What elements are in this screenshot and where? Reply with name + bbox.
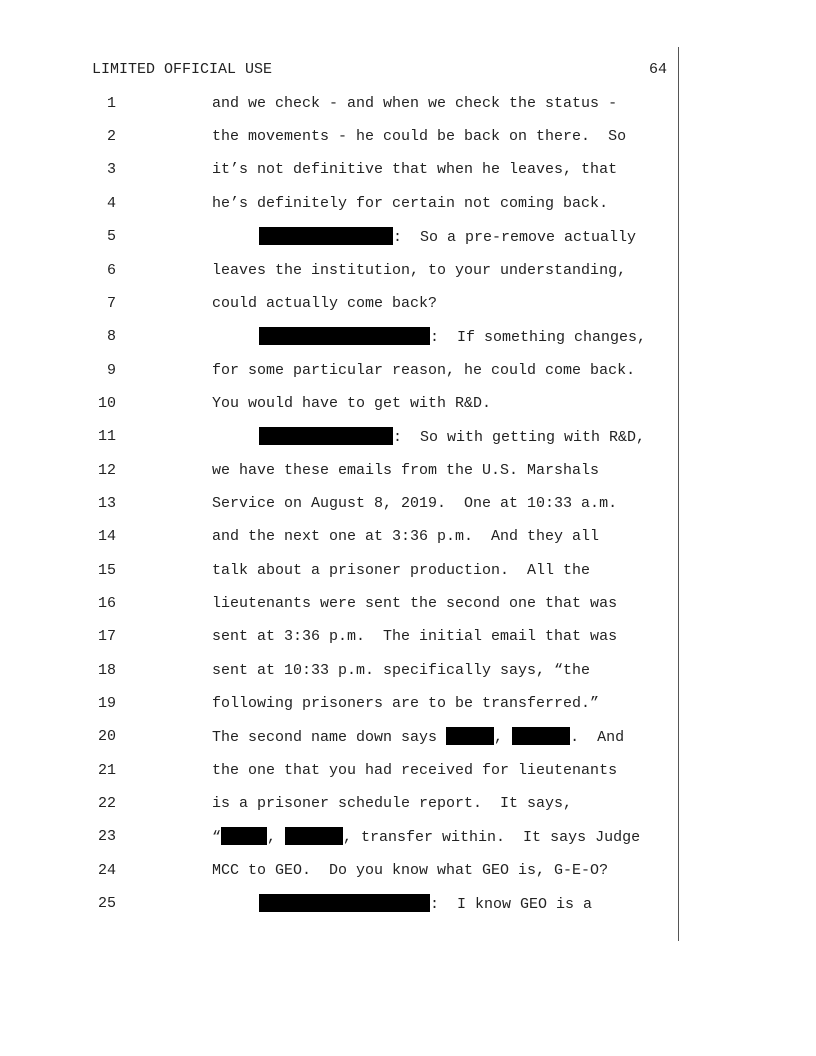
line-text: and we check - and when we check the status -: [212, 95, 618, 112]
line-text: it’s not definitive that when he leaves, that: [212, 161, 618, 178]
line-number: 13: [97, 495, 116, 512]
line-number: 16: [97, 595, 116, 612]
redaction-box: [446, 727, 494, 745]
line-text: sent at 10:33 p.m. specifically says, “the: [212, 662, 591, 679]
line-number: 17: [97, 628, 116, 645]
line-number: 21: [97, 762, 116, 779]
redaction-box: [259, 427, 393, 445]
line-number: 20: [97, 728, 116, 745]
transcript-line: [0, 427, 816, 447]
line-text: : So with getting with R&D,: [259, 427, 645, 448]
line-number: 19: [97, 695, 116, 712]
line-number: 3: [106, 161, 116, 178]
line-text: : So a pre-remove actually: [259, 227, 636, 248]
line-text: for some particular reason, he could come back.: [212, 362, 636, 379]
transcript-line: [0, 194, 816, 214]
line-text: he’s definitely for certain not coming back.: [212, 195, 609, 212]
transcript-line: [0, 527, 816, 547]
line-number: 14: [97, 528, 116, 545]
line-text: could actually come back?: [212, 295, 438, 312]
line-number: 24: [97, 862, 116, 879]
transcript-line: [0, 94, 816, 114]
line-text: : I know GEO is a: [259, 894, 592, 915]
transcript-line: [0, 494, 816, 514]
redaction-box: [259, 327, 430, 345]
line-text: The second name down says , . And: [212, 729, 625, 746]
transcript-line: [0, 461, 816, 481]
line-number: 15: [97, 562, 116, 579]
transcript-line: [0, 827, 816, 847]
transcript-line: [0, 761, 816, 781]
header-label: LIMITED OFFICIAL USE: [92, 61, 273, 78]
line-text: talk about a prisoner production. All the: [212, 562, 591, 579]
transcript-line: [0, 894, 816, 914]
redaction-box: [221, 827, 267, 845]
redaction-box: [259, 894, 430, 912]
line-text: the one that you had received for lieutenants: [212, 762, 618, 779]
transcript-line: [0, 661, 816, 681]
line-number: 23: [97, 828, 116, 845]
line-text: sent at 3:36 p.m. The initial email that was: [212, 628, 618, 645]
line-text: lieutenants were sent the second one that was: [212, 595, 618, 612]
line-number: 9: [106, 362, 116, 379]
line-text: is a prisoner schedule report. It says,: [212, 795, 573, 812]
redaction-box: [512, 727, 570, 745]
line-text: Service on August 8, 2019. One at 10:33 a.m.: [212, 495, 618, 512]
line-text: the movements - he could be back on there. So: [212, 128, 627, 145]
redaction-box: [259, 227, 393, 245]
page-number: 64: [648, 61, 667, 78]
line-number: 1: [106, 95, 116, 112]
transcript-line: [0, 261, 816, 281]
line-number: 11: [97, 428, 116, 445]
line-number: 2: [106, 128, 116, 145]
transcript-line: [0, 394, 816, 414]
transcript-line: [0, 861, 816, 881]
line-number: 10: [97, 395, 116, 412]
transcript-line: [0, 794, 816, 814]
line-text: leaves the institution, to your understanding,: [212, 262, 627, 279]
line-text: following prisoners are to be transferred.”: [212, 695, 600, 712]
redaction-box: [285, 827, 343, 845]
line-text: and the next one at 3:36 p.m. And they all: [212, 528, 600, 545]
line-number: 6: [106, 262, 116, 279]
line-number: 4: [106, 195, 116, 212]
line-number: 7: [106, 295, 116, 312]
line-number: 12: [97, 462, 116, 479]
line-number: 18: [97, 662, 116, 679]
transcript-line: [0, 127, 816, 147]
line-text: we have these emails from the U.S. Marshals: [212, 462, 600, 479]
transcript-line: [0, 694, 816, 714]
transcript-line: [0, 227, 816, 247]
transcript-line: [0, 594, 816, 614]
transcript-line: [0, 561, 816, 581]
line-number: 22: [97, 795, 116, 812]
line-text: : If something changes,: [259, 327, 646, 348]
transcript-line: [0, 294, 816, 314]
transcript-line: [0, 627, 816, 647]
transcript-line: [0, 727, 816, 747]
transcript-line: [0, 327, 816, 347]
line-number: 8: [106, 328, 116, 345]
line-text: “ , , transfer within. It says Judge: [212, 829, 641, 846]
transcript-line: [0, 361, 816, 381]
transcript-line: [0, 160, 816, 180]
line-text: You would have to get with R&D.: [212, 395, 492, 412]
line-number: 5: [106, 228, 116, 245]
line-number: 25: [97, 895, 116, 912]
line-text: MCC to GEO. Do you know what GEO is, G-E-O?: [212, 862, 609, 879]
